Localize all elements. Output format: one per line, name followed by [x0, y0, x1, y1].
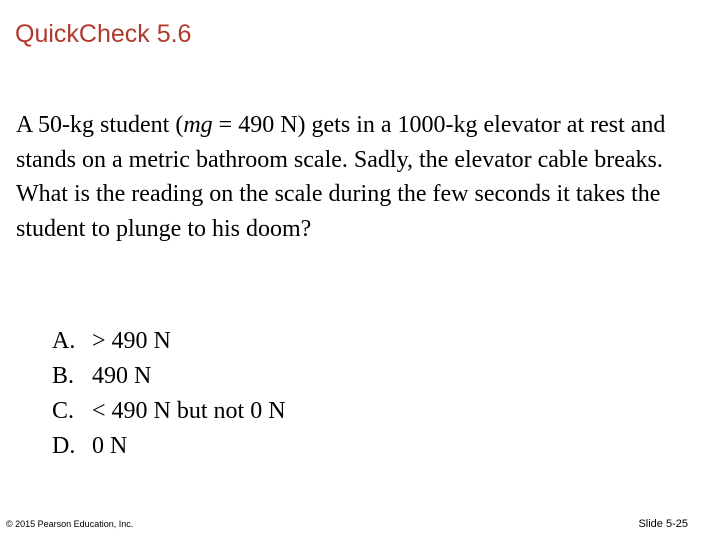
question-text-part1: A 50-kg student (	[16, 112, 184, 138]
choice-a	[52, 324, 286, 359]
choice-c	[52, 394, 286, 429]
choice-text: < 490 N but not 0 N	[92, 398, 286, 424]
choice-letter: A.	[52, 328, 76, 354]
slide-title: QuickCheck 5.6	[15, 20, 192, 48]
copyright-notice: © 2015 Pearson Education, Inc.	[6, 519, 134, 529]
choice-letter: B.	[52, 363, 75, 389]
choice-letter: C.	[52, 398, 75, 424]
choice-text: 490 N	[92, 363, 152, 389]
answer-choices	[52, 324, 286, 464]
question-text	[16, 108, 696, 246]
choice-letter: D.	[52, 433, 76, 459]
choice-d	[52, 429, 286, 464]
choice-b	[52, 359, 286, 394]
question-variable-mg: mg	[183, 112, 213, 138]
choice-text: 0 N	[92, 433, 128, 459]
choice-text: > 490 N	[92, 328, 171, 354]
slide-number: Slide 5-25	[638, 518, 688, 530]
question-text-part2: = 490 N) gets in a 1000-kg elevator at rest and stands on a metric bathroom scale. Sadly, the elevator cable breaks. What is the reading on the scale during the few seconds it takes the student to plunge to his doom?	[16, 112, 666, 242]
